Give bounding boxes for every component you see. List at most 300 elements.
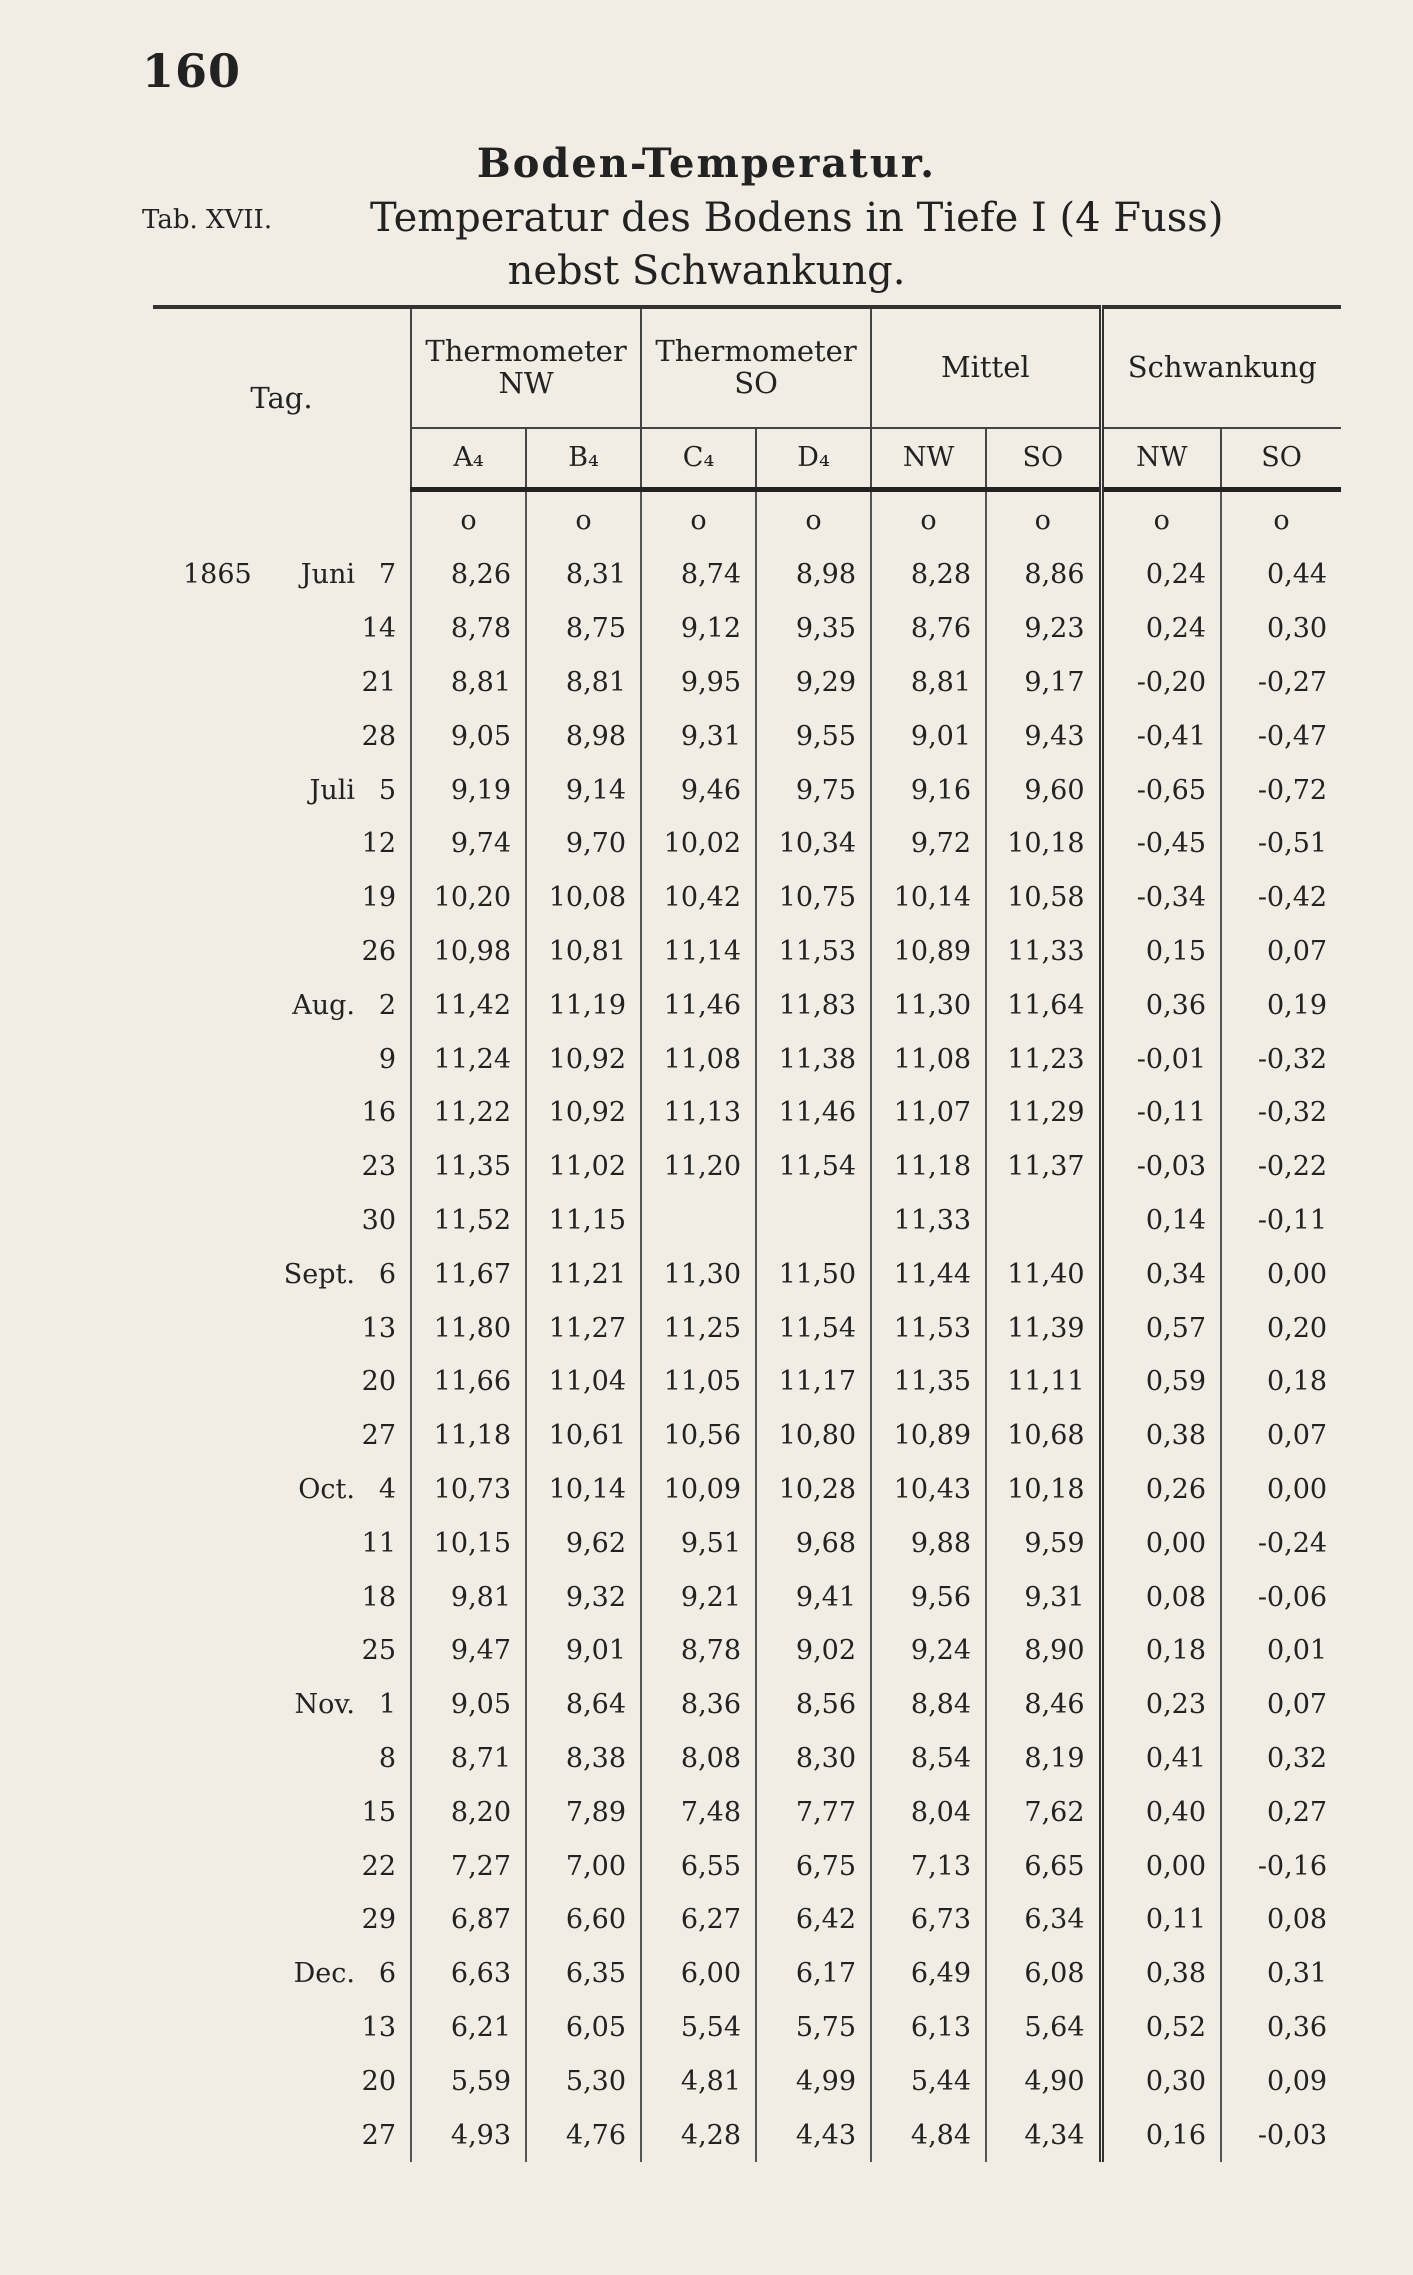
value-d4: 5,75 bbox=[756, 2001, 871, 2055]
value-c4: 9,95 bbox=[641, 656, 756, 710]
row-year bbox=[153, 1732, 243, 1786]
value-mittel-nw: 4,84 bbox=[871, 2108, 986, 2162]
value-b4: 9,32 bbox=[526, 1570, 641, 1624]
value-schwankung-nw: 0,00 bbox=[1101, 1516, 1221, 1570]
value-b4: 8,98 bbox=[526, 709, 641, 763]
value-mittel-so: 11,37 bbox=[986, 1140, 1101, 1194]
value-schwankung-nw: 0,41 bbox=[1101, 1732, 1221, 1786]
value-mittel-so: 11,64 bbox=[986, 978, 1101, 1032]
row-day: 14 bbox=[361, 613, 397, 645]
value-mittel-so: 9,59 bbox=[986, 1516, 1101, 1570]
value-a4: 11,67 bbox=[411, 1247, 526, 1301]
value-d4: 9,75 bbox=[756, 763, 871, 817]
row-year bbox=[153, 925, 243, 979]
table-row bbox=[153, 2108, 1341, 2162]
value-a4: 7,27 bbox=[411, 1839, 526, 1893]
value-mittel-so: 11,23 bbox=[986, 1032, 1101, 1086]
value-mittel-nw: 11,33 bbox=[871, 1194, 986, 1248]
value-schwankung-so: -0,06 bbox=[1221, 1570, 1341, 1624]
row-day: 26 bbox=[361, 935, 397, 967]
table-row bbox=[153, 602, 1341, 656]
row-day: 19 bbox=[361, 882, 397, 914]
row-day: 2 bbox=[378, 989, 397, 1021]
table-row bbox=[153, 1247, 1341, 1301]
value-d4: 4,99 bbox=[756, 2054, 871, 2108]
value-b4: 11,27 bbox=[526, 1301, 641, 1355]
row-year bbox=[153, 871, 243, 925]
row-month bbox=[243, 925, 355, 979]
subheader-b4: B₄ bbox=[526, 428, 641, 490]
value-schwankung-so: 0,00 bbox=[1221, 1463, 1341, 1517]
row-day: 4 bbox=[378, 1473, 397, 1505]
value-mittel-nw: 11,30 bbox=[871, 978, 986, 1032]
table-row bbox=[153, 925, 1341, 979]
row-day: 12 bbox=[361, 828, 397, 860]
value-schwankung-so: 0,07 bbox=[1221, 1409, 1341, 1463]
value-b4: 8,81 bbox=[526, 656, 641, 710]
value-c4: 4,81 bbox=[641, 2054, 756, 2108]
value-mittel-so: 11,40 bbox=[986, 1247, 1101, 1301]
value-schwankung-nw: 0,24 bbox=[1101, 548, 1221, 602]
table-row bbox=[153, 1194, 1341, 1248]
row-day: 28 bbox=[361, 720, 397, 752]
table-row bbox=[153, 1732, 1341, 1786]
subheader-mittel-nw: NW bbox=[871, 428, 986, 490]
value-mittel-nw: 8,54 bbox=[871, 1732, 986, 1786]
temperature-table bbox=[153, 305, 1341, 2162]
table-row bbox=[153, 1947, 1341, 2001]
value-a4: 8,71 bbox=[411, 1732, 526, 1786]
value-d4: 8,98 bbox=[756, 548, 871, 602]
value-a4: 6,21 bbox=[411, 2001, 526, 2055]
value-mittel-nw: 11,08 bbox=[871, 1032, 986, 1086]
value-d4: 10,28 bbox=[756, 1463, 871, 1517]
value-d4: 8,30 bbox=[756, 1732, 871, 1786]
row-year: 1865 bbox=[183, 559, 252, 591]
value-mittel-so: 6,65 bbox=[986, 1839, 1101, 1893]
table-row bbox=[153, 1516, 1341, 1570]
row-year bbox=[153, 1839, 243, 1893]
value-schwankung-so: 0,07 bbox=[1221, 1678, 1341, 1732]
value-d4: 10,80 bbox=[756, 1409, 871, 1463]
value-c4: 11,30 bbox=[641, 1247, 756, 1301]
value-mittel-nw: 9,56 bbox=[871, 1570, 986, 1624]
header-tag: Tag. bbox=[153, 307, 411, 490]
value-b4: 9,62 bbox=[526, 1516, 641, 1570]
row-day: 11 bbox=[361, 1527, 397, 1559]
value-schwankung-nw: -0,11 bbox=[1101, 1086, 1221, 1140]
unit-symbol: o bbox=[1221, 490, 1341, 549]
row-month bbox=[243, 1409, 355, 1463]
value-a4: 9,74 bbox=[411, 817, 526, 871]
value-schwankung-so: 0,44 bbox=[1221, 548, 1341, 602]
value-schwankung-so: -0,22 bbox=[1221, 1140, 1341, 1194]
row-year bbox=[153, 1678, 243, 1732]
value-schwankung-so: 0,32 bbox=[1221, 1732, 1341, 1786]
row-year bbox=[153, 1409, 243, 1463]
value-schwankung-so: 0,01 bbox=[1221, 1624, 1341, 1678]
value-b4: 6,60 bbox=[526, 1893, 641, 1947]
value-mittel-nw: 8,84 bbox=[871, 1678, 986, 1732]
value-mittel-so: 7,62 bbox=[986, 1785, 1101, 1839]
value-a4: 11,42 bbox=[411, 978, 526, 1032]
row-day: 8 bbox=[378, 1742, 397, 1774]
value-schwankung-so: 0,20 bbox=[1221, 1301, 1341, 1355]
value-a4: 9,19 bbox=[411, 763, 526, 817]
row-day: 27 bbox=[361, 2119, 397, 2151]
value-schwankung-nw: -0,65 bbox=[1101, 763, 1221, 817]
row-month bbox=[243, 1893, 355, 1947]
value-a4: 9,05 bbox=[411, 1678, 526, 1732]
unit-symbol: o bbox=[526, 490, 641, 549]
row-year bbox=[153, 1570, 243, 1624]
value-c4: 10,02 bbox=[641, 817, 756, 871]
value-schwankung-so: -0,42 bbox=[1221, 871, 1341, 925]
row-day: 6 bbox=[378, 1258, 397, 1290]
row-day: 22 bbox=[361, 1850, 397, 1882]
value-c4: 6,55 bbox=[641, 1839, 756, 1893]
value-b4: 5,30 bbox=[526, 2054, 641, 2108]
value-a4: 4,93 bbox=[411, 2108, 526, 2162]
value-b4: 9,70 bbox=[526, 817, 641, 871]
value-schwankung-so: -0,03 bbox=[1221, 2108, 1341, 2162]
unit-symbol: o bbox=[871, 490, 986, 549]
value-d4 bbox=[756, 1194, 871, 1248]
row-year bbox=[153, 1194, 243, 1248]
value-d4: 11,50 bbox=[756, 1247, 871, 1301]
value-schwankung-nw: 0,26 bbox=[1101, 1463, 1221, 1517]
table-row bbox=[153, 1570, 1341, 1624]
value-a4: 10,20 bbox=[411, 871, 526, 925]
value-mittel-so: 9,23 bbox=[986, 602, 1101, 656]
value-c4: 11,13 bbox=[641, 1086, 756, 1140]
row-day: 20 bbox=[361, 1366, 397, 1398]
row-day: 5 bbox=[378, 774, 397, 806]
value-schwankung-so: 0,36 bbox=[1221, 2001, 1341, 2055]
value-a4: 5,59 bbox=[411, 2054, 526, 2108]
value-schwankung-so: -0,72 bbox=[1221, 763, 1341, 817]
row-month bbox=[243, 709, 355, 763]
row-day: 16 bbox=[361, 1097, 397, 1129]
row-day: 29 bbox=[361, 1904, 397, 1936]
table-row bbox=[153, 871, 1341, 925]
value-schwankung-so: 0,08 bbox=[1221, 1893, 1341, 1947]
table-title-line2: nebst Schwankung. bbox=[507, 248, 906, 294]
row-year bbox=[153, 1032, 243, 1086]
row-day: 13 bbox=[361, 2011, 397, 2043]
value-schwankung-nw: 0,57 bbox=[1101, 1301, 1221, 1355]
row-month bbox=[243, 2108, 355, 2162]
value-d4: 11,46 bbox=[756, 1086, 871, 1140]
value-d4: 9,35 bbox=[756, 602, 871, 656]
table-row bbox=[153, 1678, 1341, 1732]
value-a4: 10,15 bbox=[411, 1516, 526, 1570]
value-mittel-nw: 9,16 bbox=[871, 763, 986, 817]
value-c4: 10,42 bbox=[641, 871, 756, 925]
table-row bbox=[153, 1839, 1341, 1893]
value-b4: 8,38 bbox=[526, 1732, 641, 1786]
value-mittel-so: 11,11 bbox=[986, 1355, 1101, 1409]
row-year bbox=[153, 1086, 243, 1140]
value-b4: 7,00 bbox=[526, 1839, 641, 1893]
row-day: 9 bbox=[378, 1043, 397, 1075]
value-schwankung-nw: 0,52 bbox=[1101, 2001, 1221, 2055]
table-row bbox=[153, 656, 1341, 710]
header-thermometer-nw: Thermometer NW bbox=[411, 307, 641, 428]
value-d4: 11,54 bbox=[756, 1140, 871, 1194]
value-c4: 11,05 bbox=[641, 1355, 756, 1409]
value-b4: 11,21 bbox=[526, 1247, 641, 1301]
row-month bbox=[243, 871, 355, 925]
header-schwankung: Schwankung bbox=[1101, 307, 1341, 428]
table-row bbox=[153, 1409, 1341, 1463]
table-row bbox=[153, 1301, 1341, 1355]
table-row bbox=[153, 2001, 1341, 2055]
value-mittel-nw: 6,73 bbox=[871, 1893, 986, 1947]
value-a4: 11,52 bbox=[411, 1194, 526, 1248]
value-mittel-nw: 10,43 bbox=[871, 1463, 986, 1517]
value-mittel-so: 11,33 bbox=[986, 925, 1101, 979]
value-schwankung-so: 0,00 bbox=[1221, 1247, 1341, 1301]
value-schwankung-nw: 0,11 bbox=[1101, 1893, 1221, 1947]
value-schwankung-nw: -0,01 bbox=[1101, 1032, 1221, 1086]
row-day: 30 bbox=[361, 1204, 397, 1236]
row-month bbox=[243, 1086, 355, 1140]
row-month bbox=[243, 1032, 355, 1086]
value-c4: 8,78 bbox=[641, 1624, 756, 1678]
value-schwankung-so: -0,32 bbox=[1221, 1032, 1341, 1086]
value-d4: 6,42 bbox=[756, 1893, 871, 1947]
value-a4: 11,24 bbox=[411, 1032, 526, 1086]
row-month bbox=[243, 1570, 355, 1624]
value-c4: 9,51 bbox=[641, 1516, 756, 1570]
value-mittel-so: 11,39 bbox=[986, 1301, 1101, 1355]
value-mittel-so bbox=[986, 1194, 1101, 1248]
table-row bbox=[153, 1785, 1341, 1839]
value-mittel-so: 10,18 bbox=[986, 817, 1101, 871]
value-schwankung-so: -0,11 bbox=[1221, 1194, 1341, 1248]
table-row bbox=[153, 1140, 1341, 1194]
row-year bbox=[153, 1516, 243, 1570]
subheader-a4: A₄ bbox=[411, 428, 526, 490]
unit-symbol: o bbox=[986, 490, 1101, 549]
row-day: 13 bbox=[361, 1312, 397, 1344]
value-schwankung-nw: 0,36 bbox=[1101, 978, 1221, 1032]
value-schwankung-so: -0,47 bbox=[1221, 709, 1341, 763]
table-row bbox=[153, 817, 1341, 871]
value-mittel-so: 9,17 bbox=[986, 656, 1101, 710]
value-mittel-nw: 8,81 bbox=[871, 656, 986, 710]
row-month: Oct. bbox=[298, 1473, 355, 1505]
value-c4: 11,14 bbox=[641, 925, 756, 979]
value-b4: 6,05 bbox=[526, 2001, 641, 2055]
value-b4: 11,02 bbox=[526, 1140, 641, 1194]
subheader-schwankung-so: SO bbox=[1221, 428, 1341, 490]
subheader-c4: C₄ bbox=[641, 428, 756, 490]
row-month bbox=[243, 817, 355, 871]
row-month bbox=[243, 1624, 355, 1678]
value-schwankung-so: 0,31 bbox=[1221, 1947, 1341, 2001]
row-year bbox=[153, 1301, 243, 1355]
row-month bbox=[243, 656, 355, 710]
value-d4: 9,02 bbox=[756, 1624, 871, 1678]
value-schwankung-nw: -0,20 bbox=[1101, 656, 1221, 710]
value-d4: 10,34 bbox=[756, 817, 871, 871]
table-row bbox=[153, 1355, 1341, 1409]
value-schwankung-nw: 0,24 bbox=[1101, 602, 1221, 656]
value-mittel-nw: 11,53 bbox=[871, 1301, 986, 1355]
row-year bbox=[153, 1140, 243, 1194]
row-year bbox=[153, 763, 243, 817]
row-year bbox=[153, 602, 243, 656]
row-month bbox=[243, 1785, 355, 1839]
value-c4: 11,25 bbox=[641, 1301, 756, 1355]
value-mittel-so: 4,90 bbox=[986, 2054, 1101, 2108]
value-c4: 9,12 bbox=[641, 602, 756, 656]
row-month bbox=[243, 1194, 355, 1248]
unit-symbol: o bbox=[1101, 490, 1221, 549]
row-day: 18 bbox=[361, 1581, 397, 1613]
value-b4: 9,01 bbox=[526, 1624, 641, 1678]
value-schwankung-so: -0,24 bbox=[1221, 1516, 1341, 1570]
row-year bbox=[153, 709, 243, 763]
row-year bbox=[153, 1463, 243, 1517]
unit-row bbox=[153, 490, 1341, 549]
header-mittel: Mittel bbox=[871, 307, 1101, 428]
row-year bbox=[153, 817, 243, 871]
value-schwankung-nw: 0,08 bbox=[1101, 1570, 1221, 1624]
table-row bbox=[153, 1893, 1341, 1947]
unit-symbol: o bbox=[756, 490, 871, 549]
subheader-mittel-so: SO bbox=[986, 428, 1101, 490]
page-heading: Boden-Temperatur. bbox=[476, 140, 937, 187]
table-row bbox=[153, 1032, 1341, 1086]
row-month: Juni bbox=[300, 559, 355, 591]
row-year bbox=[153, 2001, 243, 2055]
header-thermometer-so: Thermometer SO bbox=[641, 307, 871, 428]
value-a4: 9,05 bbox=[411, 709, 526, 763]
value-a4: 8,78 bbox=[411, 602, 526, 656]
row-year bbox=[153, 1355, 243, 1409]
value-mittel-nw: 10,89 bbox=[871, 925, 986, 979]
value-schwankung-so: -0,27 bbox=[1221, 656, 1341, 710]
value-c4: 11,20 bbox=[641, 1140, 756, 1194]
value-d4: 11,53 bbox=[756, 925, 871, 979]
row-year bbox=[153, 2054, 243, 2108]
value-c4: 9,31 bbox=[641, 709, 756, 763]
value-schwankung-nw: 0,40 bbox=[1101, 1785, 1221, 1839]
value-a4: 8,20 bbox=[411, 1785, 526, 1839]
value-schwankung-nw: 0,34 bbox=[1101, 1247, 1221, 1301]
value-mittel-nw: 10,89 bbox=[871, 1409, 986, 1463]
value-c4: 6,00 bbox=[641, 1947, 756, 2001]
row-month: Juli bbox=[309, 774, 355, 806]
row-month: Nov. bbox=[294, 1689, 355, 1721]
value-a4: 11,35 bbox=[411, 1140, 526, 1194]
value-mittel-nw: 9,01 bbox=[871, 709, 986, 763]
row-year bbox=[153, 2108, 243, 2162]
value-mittel-so: 10,18 bbox=[986, 1463, 1101, 1517]
value-mittel-nw: 9,24 bbox=[871, 1624, 986, 1678]
value-mittel-nw: 11,18 bbox=[871, 1140, 986, 1194]
value-d4: 6,75 bbox=[756, 1839, 871, 1893]
value-b4: 10,08 bbox=[526, 871, 641, 925]
value-mittel-so: 6,34 bbox=[986, 1893, 1101, 1947]
value-b4: 11,04 bbox=[526, 1355, 641, 1409]
value-schwankung-nw: 0,00 bbox=[1101, 1839, 1221, 1893]
value-mittel-nw: 8,28 bbox=[871, 548, 986, 602]
value-b4: 6,35 bbox=[526, 1947, 641, 2001]
row-day: 20 bbox=[361, 2065, 397, 2097]
value-b4: 8,64 bbox=[526, 1678, 641, 1732]
value-c4: 4,28 bbox=[641, 2108, 756, 2162]
value-schwankung-nw: 0,15 bbox=[1101, 925, 1221, 979]
row-month bbox=[243, 1355, 355, 1409]
value-schwankung-nw: 0,23 bbox=[1101, 1678, 1221, 1732]
row-month bbox=[243, 1732, 355, 1786]
value-b4: 9,14 bbox=[526, 763, 641, 817]
row-year bbox=[153, 1893, 243, 1947]
value-b4: 10,61 bbox=[526, 1409, 641, 1463]
value-mittel-nw: 5,44 bbox=[871, 2054, 986, 2108]
value-b4: 11,15 bbox=[526, 1194, 641, 1248]
value-mittel-so: 8,19 bbox=[986, 1732, 1101, 1786]
value-schwankung-nw: 0,38 bbox=[1101, 1409, 1221, 1463]
value-schwankung-so: 0,19 bbox=[1221, 978, 1341, 1032]
value-d4: 11,38 bbox=[756, 1032, 871, 1086]
value-a4: 10,98 bbox=[411, 925, 526, 979]
value-schwankung-nw: 0,14 bbox=[1101, 1194, 1221, 1248]
value-schwankung-so: 0,18 bbox=[1221, 1355, 1341, 1409]
value-a4: 9,47 bbox=[411, 1624, 526, 1678]
value-schwankung-so: 0,27 bbox=[1221, 1785, 1341, 1839]
value-schwankung-so: 0,07 bbox=[1221, 925, 1341, 979]
value-a4: 11,18 bbox=[411, 1409, 526, 1463]
table-row bbox=[153, 709, 1341, 763]
value-mittel-nw: 6,49 bbox=[871, 1947, 986, 2001]
value-c4: 11,46 bbox=[641, 978, 756, 1032]
subheader-schwankung-nw: NW bbox=[1101, 428, 1221, 490]
value-a4: 9,81 bbox=[411, 1570, 526, 1624]
value-schwankung-so: -0,16 bbox=[1221, 1839, 1341, 1893]
value-b4: 7,89 bbox=[526, 1785, 641, 1839]
subheader-d4: D₄ bbox=[756, 428, 871, 490]
page-number: 160 bbox=[142, 44, 242, 98]
value-c4: 8,08 bbox=[641, 1732, 756, 1786]
row-month bbox=[243, 1140, 355, 1194]
table-row bbox=[153, 548, 1341, 602]
value-c4: 5,54 bbox=[641, 2001, 756, 2055]
row-year bbox=[153, 656, 243, 710]
value-d4: 11,83 bbox=[756, 978, 871, 1032]
row-month: Dec. bbox=[293, 1958, 355, 1990]
row-month bbox=[243, 602, 355, 656]
value-schwankung-nw: 0,30 bbox=[1101, 2054, 1221, 2108]
value-a4: 10,73 bbox=[411, 1463, 526, 1517]
row-year bbox=[153, 1247, 243, 1301]
value-a4: 8,81 bbox=[411, 656, 526, 710]
value-mittel-nw: 9,72 bbox=[871, 817, 986, 871]
row-year bbox=[153, 1947, 243, 2001]
value-b4: 10,92 bbox=[526, 1086, 641, 1140]
value-mittel-nw: 8,04 bbox=[871, 1785, 986, 1839]
unit-symbol: o bbox=[641, 490, 756, 549]
value-mittel-nw: 8,76 bbox=[871, 602, 986, 656]
value-d4: 9,68 bbox=[756, 1516, 871, 1570]
value-schwankung-so: -0,32 bbox=[1221, 1086, 1341, 1140]
value-schwankung-so: 0,09 bbox=[1221, 2054, 1341, 2108]
value-mittel-nw: 11,07 bbox=[871, 1086, 986, 1140]
